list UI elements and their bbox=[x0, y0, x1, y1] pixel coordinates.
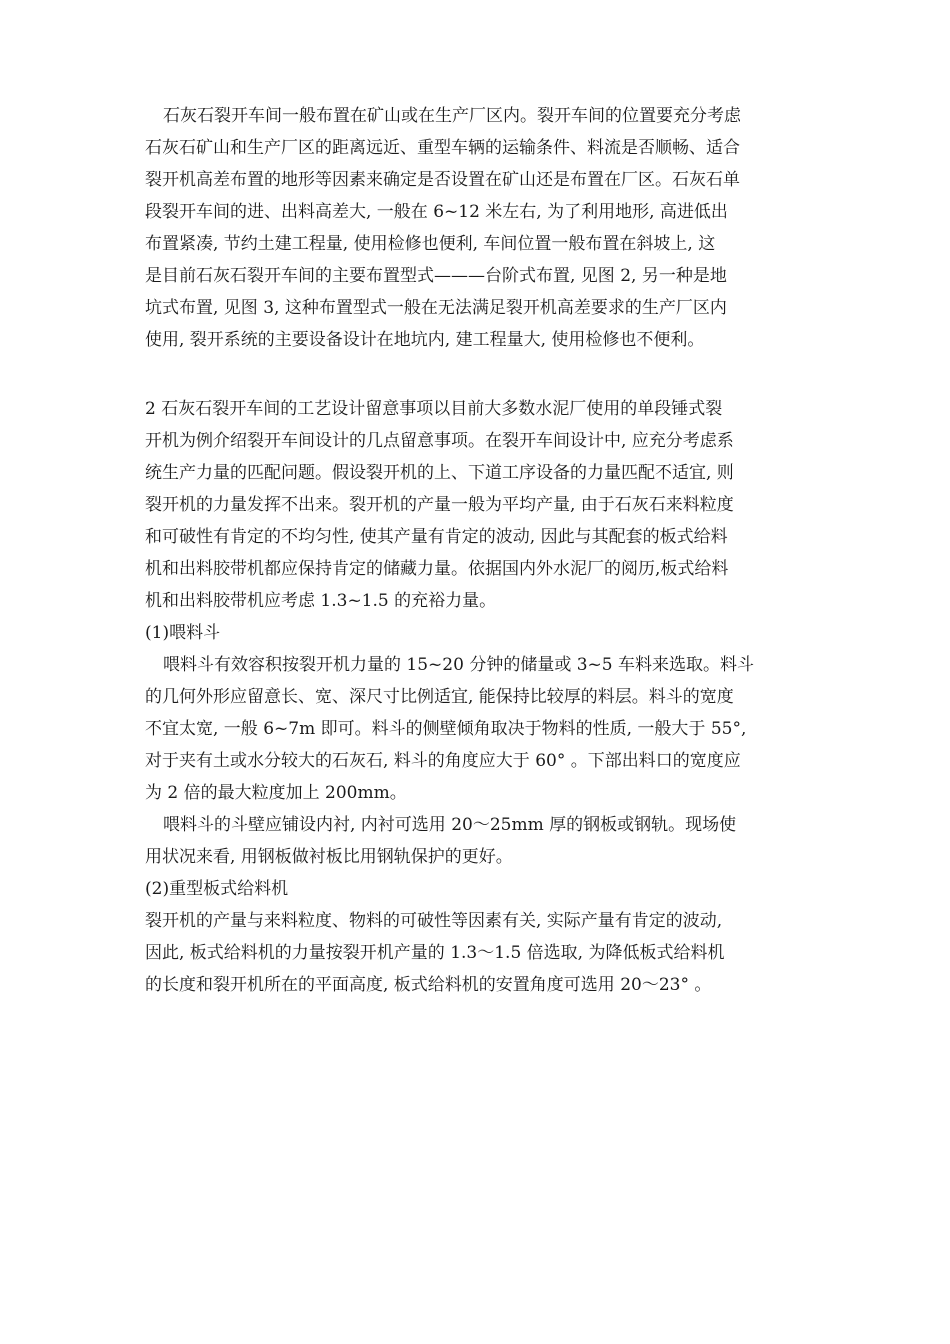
paragraph-apron-feeder bbox=[145, 905, 815, 1001]
paragraph-intro bbox=[145, 100, 815, 356]
text-line: 2 石灰石裂开车间的工艺设计留意事项以目前大多数水泥厂使用的单段锤式裂 bbox=[145, 399, 723, 419]
text-line: 不宜太宽, 一般 6~7m 即可。料斗的侧壁倾角取决于物料的性质, 一般大于 55°, bbox=[145, 719, 747, 739]
text-line: 石灰石矿山和生产厂区的距离远近、重型车辆的运输条件、料流是否顺畅、适合 bbox=[145, 138, 740, 158]
paragraph-hopper-lining bbox=[145, 809, 815, 873]
text-line: 裂开机的产量与来料粒度、物料的可破性等因素有关, 实际产量有肯定的波动, bbox=[145, 911, 723, 931]
paragraph-spacer bbox=[145, 356, 815, 393]
document-page bbox=[145, 100, 815, 1001]
text-line: 对于夹有土或水分较大的石灰石, 料斗的角度应大于 60° 。下部出料口的宽度应 bbox=[145, 751, 741, 771]
paragraph-section-2 bbox=[145, 393, 815, 617]
text-line: 石灰石裂开车间一般布置在矿山或在生产厂区内。裂开车间的位置要充分考虑 bbox=[163, 106, 741, 126]
text-line: 的几何外形应留意长、宽、深尺寸比例适宜, 能保持比较厚的料层。料斗的宽度 bbox=[145, 687, 734, 707]
text-line: 用状况来看, 用钢板做衬板比用钢轨保护的更好。 bbox=[145, 847, 513, 867]
text-line: 裂开机高差布置的地形等因素来确定是否设置在矿山还是布置在厂区。石灰石单 bbox=[145, 170, 740, 190]
text-line: 和可破性有肯定的不均匀性, 使其产量有肯定的波动, 因此与其配套的板式给料 bbox=[145, 527, 728, 547]
text-line: 的长度和裂开机所在的平面高度, 板式给料机的安置角度可选用 20～23° 。 bbox=[145, 975, 712, 995]
text-line: 机和出料胶带机应考虑 1.3~1.5 的充裕力量。 bbox=[145, 591, 497, 611]
text-line: 喂料斗有效容积按裂开机力量的 15~20 分钟的储量或 3~5 车料来选取。料斗 bbox=[163, 655, 754, 675]
section-heading: (2)重型板式给料机 bbox=[145, 879, 289, 899]
text-line: 统生产力量的匹配问题。假设裂开机的上、下道工序设备的力量匹配不适宜, 则 bbox=[145, 463, 734, 483]
text-line: 机和出料胶带机都应保持肯定的储藏力量。依据国内外水泥厂的阅历,板式给料 bbox=[145, 559, 729, 579]
text-line: 布置紧凑, 节约土建工程量, 使用检修也便利, 车间位置一般布置在斜坡上, 这 bbox=[145, 234, 716, 254]
text-line: 裂开机的力量发挥不出来。裂开机的产量一般为平均产量, 由于石灰石来料粒度 bbox=[145, 495, 734, 515]
text-line: 开机为例介绍裂开车间设计的几点留意事项。在裂开车间设计中, 应充分考虑系 bbox=[145, 431, 734, 451]
heading-apron-feeder bbox=[145, 873, 815, 905]
text-line: 因此, 板式给料机的力量按裂开机产量的 1.3～1.5 倍选取, 为降低板式给料机 bbox=[145, 943, 725, 963]
text-line: 为 2 倍的最大粒度加上 200mm。 bbox=[145, 783, 407, 803]
section-heading: (1)喂料斗 bbox=[145, 623, 221, 643]
text-line: 喂料斗的斗壁应铺设内衬, 内衬可选用 20～25mm 厚的钢板或钢轨。现场使 bbox=[163, 815, 737, 835]
text-line: 是目前石灰石裂开车间的主要布置型式———台阶式布置, 见图 2, 另一种是地 bbox=[145, 266, 727, 286]
paragraph-hopper-volume bbox=[145, 649, 815, 809]
heading-feed-hopper bbox=[145, 617, 815, 649]
text-line: 坑式布置, 见图 3, 这种布置型式一般在无法满足裂开机高差要求的生产厂区内 bbox=[145, 298, 727, 318]
text-line: 使用, 裂开系统的主要设备设计在地坑内, 建工程量大, 使用检修也不便利。 bbox=[145, 330, 705, 350]
text-line: 段裂开车间的进、出料高差大, 一般在 6~12 米左右, 为了利用地形, 高进低出 bbox=[145, 202, 728, 222]
